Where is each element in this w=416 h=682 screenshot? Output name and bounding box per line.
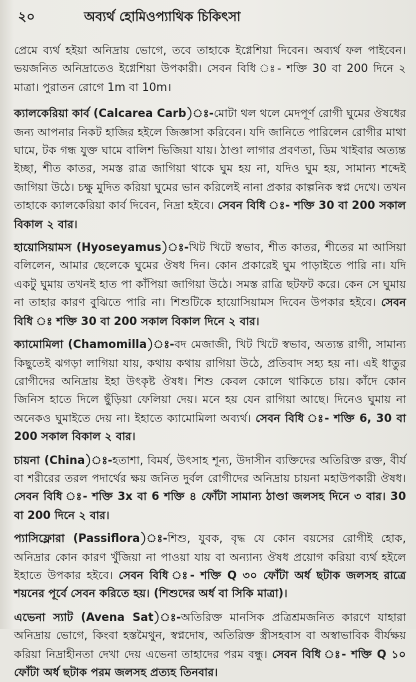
remedy-entry-china	[14, 452, 406, 526]
remedy-heading: এভেনা স্যাট (Avena Sat)ঃ-	[14, 610, 181, 624]
dosage-text: সেবন বিধি ঃ- শক্তি Q ১০ ফোঁটা অর্ধ ছটাক পরম জলসহ প্রত্যহ তিনবার।	[14, 647, 406, 679]
remedy-entry-avena-sat	[14, 609, 406, 682]
dosage-text: সেবন বিধি ঃ- শক্তি 30 বা 200 সকাল বিকাল ২ বার।	[14, 199, 406, 231]
remedy-entry-chamomilla	[14, 336, 406, 446]
remedy-heading: চায়না (China)ঃ-	[14, 453, 113, 467]
page-number: ২০	[18, 10, 35, 25]
remedy-text: মোটা থল থলে মেদপূর্ণ রোগী ঘুমের ঔষধের জন্য আপনার নিকট হাজির হইলে জিজ্ঞাসা করিবেন। যদি জানিতে পারিলেন রোগীর মাথা ঘামে, টক গন্ধ যুক্ত ঘামে বালিশ ভিজিয়া যায়। ঠাণ্ডা লাগার প্রবণতা, ডিম খাইবার অত্যন্ত ইচ্ছা, শীত কাতর, সমস্ত রাত্র জাগিয়া থাকে ঘুম হয় না, যদিও ঘুম হয়, সামান্য শব্দেই জাগিয়া উঠে। চক্ষু মুদিত করিয়া ঘুমের ভান করিলেই নানা প্রকার কাল্পনিক স্বপ্ন দেখে। তখন তাহাকে ক্যালকেরিয়া কার্ব দিবেন, নিদ্রা হইবে।	[14, 107, 406, 213]
remedy-text: হতাশা, বিমর্ষ, উৎসাহ শূন্য, উদাসীন ব্যক্তিদের অতিরিক্ত রক্ত, বীর্য বা শরীরের তরল পদার্থের ক্ষয় জনিত দুর্বল রোগীদের অনিদ্রায় চায়না মহাউপকারী ঔষধ।	[14, 453, 406, 485]
remedy-entry-hyoscyamus	[14, 239, 406, 331]
page-header	[14, 8, 406, 26]
remedy-heading: ক্যামোমিলা (Chamomilla)ঃ-	[14, 338, 175, 352]
remedy-heading: হায়োসিয়ামস (Hyoseyamus)ঃ-	[14, 241, 189, 255]
remedy-text: বদ মেজাজী, খিট খিটে স্বভাব, অত্যন্ত রাগী, সামান্য কিছুতেই ঝগড়া লাগিয়া যায়, কথায় কথায় রাগিয়া উঠে, প্রতিবাদ সহ্য হয় না। এই ধাতুর রোগীদের অনিদ্রায় ইহা উৎকৃষ্ট ঔষধ। শিশু কেবল কোলে থাকিতে চায়। কাঁদে কোন জিনিস হাতে দিলে ছুঁড়িয়া ফেলিয়া দেয়। মনে হয় যেন রাগিয়া আছে। দিনেও ঘুমায় না অনেকও ঘুমাইতে দেয় না। ইহাতে ক্যামোমিলা অব্যর্থ।	[14, 338, 406, 425]
remedy-text: খিট খিটে স্বভাব, শীত কাতর, শীতের মা আসিয়া বলিলেন, আমার ছেলেকে ঘুমের ঔষধ দিন। কোন প্রকারেই ঘুম পাড়াইতে পারি না। যদি একটু ঘুমায় তখনই হাত পা কাঁপিয়া জাগিয়া উঠে। সমস্ত রাত্রি ছটফট করে। কেন সে ঘুমায় না তাহার কারণ বুঝিতে পারি না। শিশুটিকে হায়োসিয়ামস দিবেন উপকার হইবে।	[14, 241, 406, 310]
remedy-heading: ক্যালকেরিয়া কার্ব (Calcarea Carb)ঃ-	[14, 107, 214, 121]
remedy-text: শিশু, যুবক, বৃদ্ধ যে কোন বয়সের রোগীই হোক, অনিদ্রার কোন কারণ খুঁজিয়া না পাওয়া যায় বা অন্যান্য ঔষধ প্রয়োগ করিয়া ব্যর্থ হইলে ইহাতে উপকার হইবে।	[14, 532, 407, 582]
dosage-text: সেবন বিধি ঃ- শক্তি 6, 30 বা 200 সকাল বিকাল ২ বার।	[14, 411, 406, 444]
remedy-entry-passiflora	[14, 530, 406, 604]
intro-paragraph: প্রেমে ব্যর্থ হইয়া অনিদ্রায় ভোগে, তবে তাহাকে ইগ্নেশিয়া দিবেন। অব্যর্থ ফল পাইবেন। ভয়জনিত অনিদ্রাতেও ইগ্নেশিয়া উপকারী। সেবন বিধি ঃ- শক্তি 30 বা 200 দিনে ২ মাত্রা। পুরাতন রোগে 1m বা 10m।	[14, 44, 406, 94]
remedy-text: অতিরিক্ত মানসিক প্রত্রিশ্রমজনিত কারণে যাহারা অনিদ্রায় ভোগে, কিংবা হস্তমৈথুন, স্বপ্নদোষ, অতিরিক্ত স্ত্রীসহবাস বা অস্বাভাবিক বীর্যক্ষয় করিয়া নিদ্রাহীনতা দেখা দেয় এভেনা তাহাদের পরম বন্ধু।	[14, 610, 406, 661]
dosage-text: সেবন বিধি ঃ- শক্তি Q ৩০ ফোঁটা অর্ধ ছটাক জলসহ রাত্রে শয়নের পূর্বে সেবন করিতে হয়। (শিশুদের অর্ধ বা সিকি মাত্রা)।	[14, 568, 406, 601]
dosage-text: সেবন বিধি ঃ শক্তি 30 বা 200 সকাল বিকাল দিনে ২ বার।	[14, 296, 407, 328]
remedy-entry-calcarea	[14, 105, 406, 234]
remedy-heading: প্যাসিফ্লোরা (Passiflora)ঃ-	[14, 532, 168, 546]
dosage-text: সেবন বিধি ঃ- শক্তি 3x বা 6 শক্তি ৪ ফোঁটা সামান্য ঠাণ্ডা জলসহ দিনে ৩ বার। 30 বা 200 দিনে ২ বার।	[14, 490, 406, 522]
running-title: অব্যর্থ হোমিওপ্যাথিক চিকিৎসা	[84, 10, 241, 25]
